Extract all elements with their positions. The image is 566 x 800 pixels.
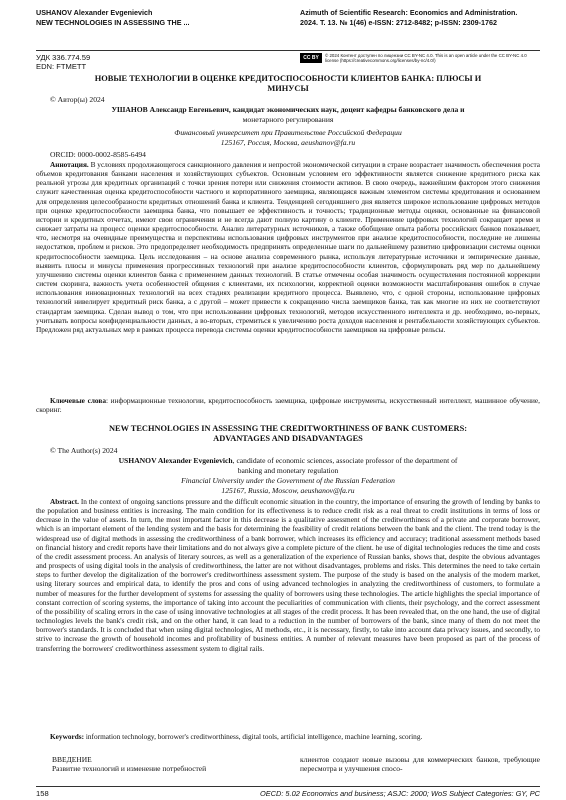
ru-affiliation: Финансовый университет при Правительстве Российской Федерации	[174, 128, 402, 137]
body-right-column	[300, 755, 540, 774]
ru-author-line-1: УШАНОВ Александр Евгеньевич, кандидат экономических наук, доцент кафедры банковского дела и	[111, 105, 465, 114]
ru-author-line-2: монетарного регулирования	[242, 115, 334, 124]
ru-abstract-text: В условиях продолжающегося санкционного давления и непростой экономической ситуации в стране возрастает значимость обеспечения роста объемов кредитования банками населения и хозяйствующих субъектов. Основным условием его эффективности является снижение кредитного риска как реальной угрозы для кредитных организаций с точки зрения потери или снижения стоимости активов. В свою очередь, важнейшим фактором этого снижения служит качественная оценка кредитоспособности частного и корпоративного заемщика, являющаяся важным элементом системы кредитования и основанием для определения целесообразности кредитных отношений банка и клиента. Тенденцией сегодняшнего дня является широкое использование цифровых методов при оценке кредитоспособности заемщика банка, что повышает ее эффективность и точность; традиционные методы оценки, основанные на финансовой истории и кредитных отчетах, имеют свои ограничения и не всегда дают полную картину о клиенте. Применение цифровых технологий сокращает время и снижает затраты на процесс оценки кредитоспособности. Анализ литературных источников, а также обобщение опыта работы российских банков показывает, что, несмотря на очевидные преимущества и перспективы использования цифровых инструментов при анализе кредитоспособности, последние не лишены недостатков, проблем и рисков. Это предопределяет необходимость предпринять определенные шаги по дальнейшему развитию цифровизации системы оценки кредитоспособности заемщика. Цель исследования – на основе анализа современного рынка, используя литературные источники и эмпирические данные, выявить плюсы и минусы применения прогрессивных технологий при анализе кредитоспособности клиентов, сформулировать ряд мер по дальнейшему улучшению системы оценки клиентов банка с применением данных технологий. В статье отмечены особая значимость осуществления постоянной коррекции систем скоринга, важность учета особенностей общения с клиентами, их психологии, корректной оценки возможности масштабирования ошибок в случае использования инновационных технологий на всех стадиях реализации кредитного процесса. Выявлено, что, с одной стороны, использование цифровых технологий нивелирует кредитный риск банка, а с другой – может привести к сокращению числа заемщиков банка, так как многие из них не соответствуют стандартам заемщика. Сделан вывод о том, что при использовании цифровых технологий, методов искусственного интеллекта и др. необходимо, во-первых, учитывать вопросы конфиденциальности данных, а во-вторых, стремиться к увеличению роста доходов населения и рентабельности хозяйствующих субъектов. Предложен ряд актуальных мер в рамках процесса перевода системы оценки кредитоспособности заемщиков на цифровые рельсы.	[36, 160, 540, 334]
orcid: ORCID: 0000-0002-8585-6494	[50, 150, 146, 159]
license-text: © 2024 Контент доступен по лицензии CC BY-NC 4.0. This is an open article under the CC BY-NC 4.0 license (https://creativecommons.org/licenses/by-nc/4.0/)	[325, 53, 527, 63]
ru-abstract-label: Аннотация.	[50, 160, 89, 169]
header-author: USHANOV Alexander Evgenievich	[36, 8, 153, 17]
en-author-line-1	[36, 456, 540, 465]
footer-classification: OECD: 5.02 Economics and business; ASJC: 2000; WoS Subject Categories: GY, PC	[259, 789, 540, 798]
ru-copyright: © Автор(ы) 2024	[50, 95, 105, 104]
body-left-column	[36, 755, 288, 774]
en-copyright: © The Author(s) 2024	[50, 446, 118, 455]
footer-divider	[36, 786, 540, 787]
udk-code: УДК 336.774.59	[36, 53, 91, 62]
en-abstract	[36, 497, 540, 653]
running-header-right	[300, 8, 540, 28]
en-abstract-text: In the context of ongoing sanctions pressure and the difficult economic situation in the country, the importance of ensuring the growth of lending by banks to the population and business entities is increasing. The main condition for its effectiveness is to reduce credit risk as a real threat to credit institutions in terms of loss or decrease in the value of assets. In turn, the most important factor in this decrease is a qualitative assessment of the creditworthiness of a private and corporate borrower, which is an important element of the lending system and the basis for determining the feasibility of credit relations between the bank and the client. The trend today is the widespread use of digital methods in assessing the creditworthiness of a bank borrower, which increases its efficiency and accuracy; traditional assessment methods based on financial history and credit reports have their limitations and do not always give a complete picture of the client. he use of digital technologies reduces the time and costs of the credit assessment process. An analysis of literary sources, as well as a generalization of the experience of Russian banks, shows that, despite the obvious advantages and prospects of using digital tools in the analysis of creditworthiness, the latter are not without disadvantages, problems and risks. This determines the need to take certain steps to further develop the digitalization of the borrower's creditworthiness assessment system. The purpose of the study is based on the analysis of the modern market, using literary sources and empirical data, to identify the pros and cons of using advanced technologies in analyzing the creditworthiness of customers, to formulate a number of measures for the further development of systems for assessing the quality of borrowers using these technologies. The article highlights the special importance of constant correction of scoring systems, the importance of taking into account the peculiarities of communication with clients, their psychology, and the correct assessment of the possibility of scaling errors in the case of using innovative technologies at all stages of the credit process. It has been revealed that, on the one hand, the use of digital technologies levels the bank's credit risk, and on the other hand, it can lead to a reduction in the number of borrowers of the bank, since many of them do not meet the borrower's standards. It is concluded that when using digital technologies, AI methods, etc., it is necessary, firstly, to take into account data privacy issues, and secondly, to strive to increase the growth of household incomes and profitability of business entities. A number of relevant measures have been proposed as part of the process of transferring the borrowers' creditworthiness assessment system to digital rails.	[36, 497, 540, 653]
edn-code: EDN: FTMETT	[36, 62, 87, 71]
cc-license-icon: CC BY	[300, 53, 322, 63]
page-number: 158	[36, 789, 49, 798]
en-keywords-label: Keywords:	[50, 732, 85, 741]
ru-title-line-2: МИНУСЫ	[267, 84, 309, 93]
ru-abstract	[36, 160, 540, 334]
en-title	[36, 424, 540, 444]
ru-address: 125167, Россия, Москва, aeushanov@fa.ru	[220, 138, 356, 147]
en-keywords	[36, 732, 540, 741]
ru-title-line-1: НОВЫЕ ТЕХНОЛОГИИ В ОЦЕНКЕ КРЕДИТОСПОСОБНОСТИ КЛИЕНТОВ БАНКА: ПЛЮСЫ И	[94, 74, 482, 83]
license-block	[300, 53, 540, 63]
en-abstract-label: Abstract.	[50, 497, 79, 506]
header-divider	[36, 50, 540, 51]
en-author-rank: , candidate of economic sciences, associate professor of the department of	[232, 456, 458, 465]
intro-paragraph-start: Развитие технологий и изменение потребностей	[52, 764, 207, 774]
en-affiliation: Financial University under the Government of the Russian Federation	[181, 476, 395, 485]
ru-keywords-label: Ключевые слова	[50, 396, 106, 405]
intro-heading: ВВЕДЕНИЕ	[52, 755, 92, 764]
header-journal: Azimuth of Scientific Research: Economics and Administration.	[300, 8, 518, 17]
ru-title	[36, 74, 540, 94]
ru-keywords-text: : информационные технологии, кредитоспособность заемщика, цифровые инструменты, искусственный интеллект, машинное обучение, скоринг.	[36, 396, 540, 415]
udk-block	[36, 53, 90, 71]
header-short-title: NEW TECHNOLOGIES IN ASSESSING THE ...	[36, 18, 190, 27]
en-title-line-2: ADVANTAGES AND DISADVANTAGES	[213, 434, 363, 443]
en-author-line-2: banking and monetary regulation	[237, 466, 339, 475]
ru-keywords	[36, 396, 540, 414]
intro-paragraph-continued: клиентов создают новые вызовы для коммерческих банков, требующие пересмотра и улучшения спосо-	[300, 755, 540, 774]
running-header-left	[36, 8, 276, 28]
en-address: 125167, Russia, Moscow, aeushanov@fa.ru	[221, 486, 355, 495]
en-keywords-text: information technology, borrower's creditworthiness, digital tools, artificial intelligence, machine learning, scoring.	[84, 732, 423, 741]
en-title-line-1: NEW TECHNOLOGIES IN ASSESSING THE CREDITWORTHINESS OF BANK CUSTOMERS:	[108, 424, 468, 433]
en-author-name: USHANOV Alexander Evgenievich	[118, 456, 233, 465]
header-issue: 2024. Т. 13. № 1(46) e-ISSN: 2712-8482; p-ISSN: 2309-1762	[300, 18, 497, 27]
